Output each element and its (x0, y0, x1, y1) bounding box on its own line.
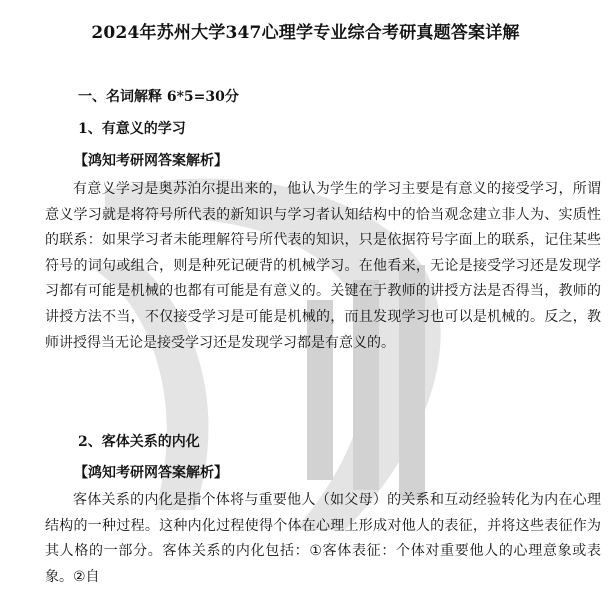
item-1-analysis-tag: 【鸿知考研网答案解析】 (74, 153, 228, 169)
item-2-paragraph (45, 488, 601, 585)
section-heading: 一、名词解释 6*5=30分 (78, 89, 239, 105)
item-2-paragraph-text: 客体关系的内化是指个体将与重要他人（如父母）的关系和互动经验转化为内在心理结构的一种过程。这种内化过程使得个体在心理上形成对他人的表征，并将这些表征作为其人格的一部分。客体关系的内化包括：①客体表征：个体对重要他人的心理意象或表象。②自 (45, 492, 601, 585)
item-1-title: 1、有意义的学习 (78, 121, 186, 137)
item-2-analysis-tag: 【鸿知考研网答案解析】 (74, 465, 228, 481)
document-title: 2024年苏州大学347心理学专业综合考研真题答案详解 (91, 23, 520, 43)
item-1-paragraph (45, 177, 601, 387)
item-2-title: 2、客体关系的内化 (78, 434, 200, 450)
item-1-paragraph-text: 有意义学习是奥苏泊尔提出来的，他认为学生的学习主要是有意义的接受学习，所谓意义学习就是将符号所代表的新知识与学习者认知结构中的恰当观念建立非人为、实质性的联系：如果学习者未能理解符号所代表的知识，只是依据符号字面上的联系，记住某些符号的词句或组合，则是种死记硬背的机械学习。在他看来，无论是接受学习还是发现学习都有可能是机械的也都有可能是有意义的。关键在于教师的讲授方法是否得当，教师的讲授方法不当，不仅接受学习是可能是机械的，而且发现学习也可以是机械的。反之，教师讲授得当无论是接受学习还是发现学习都是有意义的。 (45, 181, 601, 351)
